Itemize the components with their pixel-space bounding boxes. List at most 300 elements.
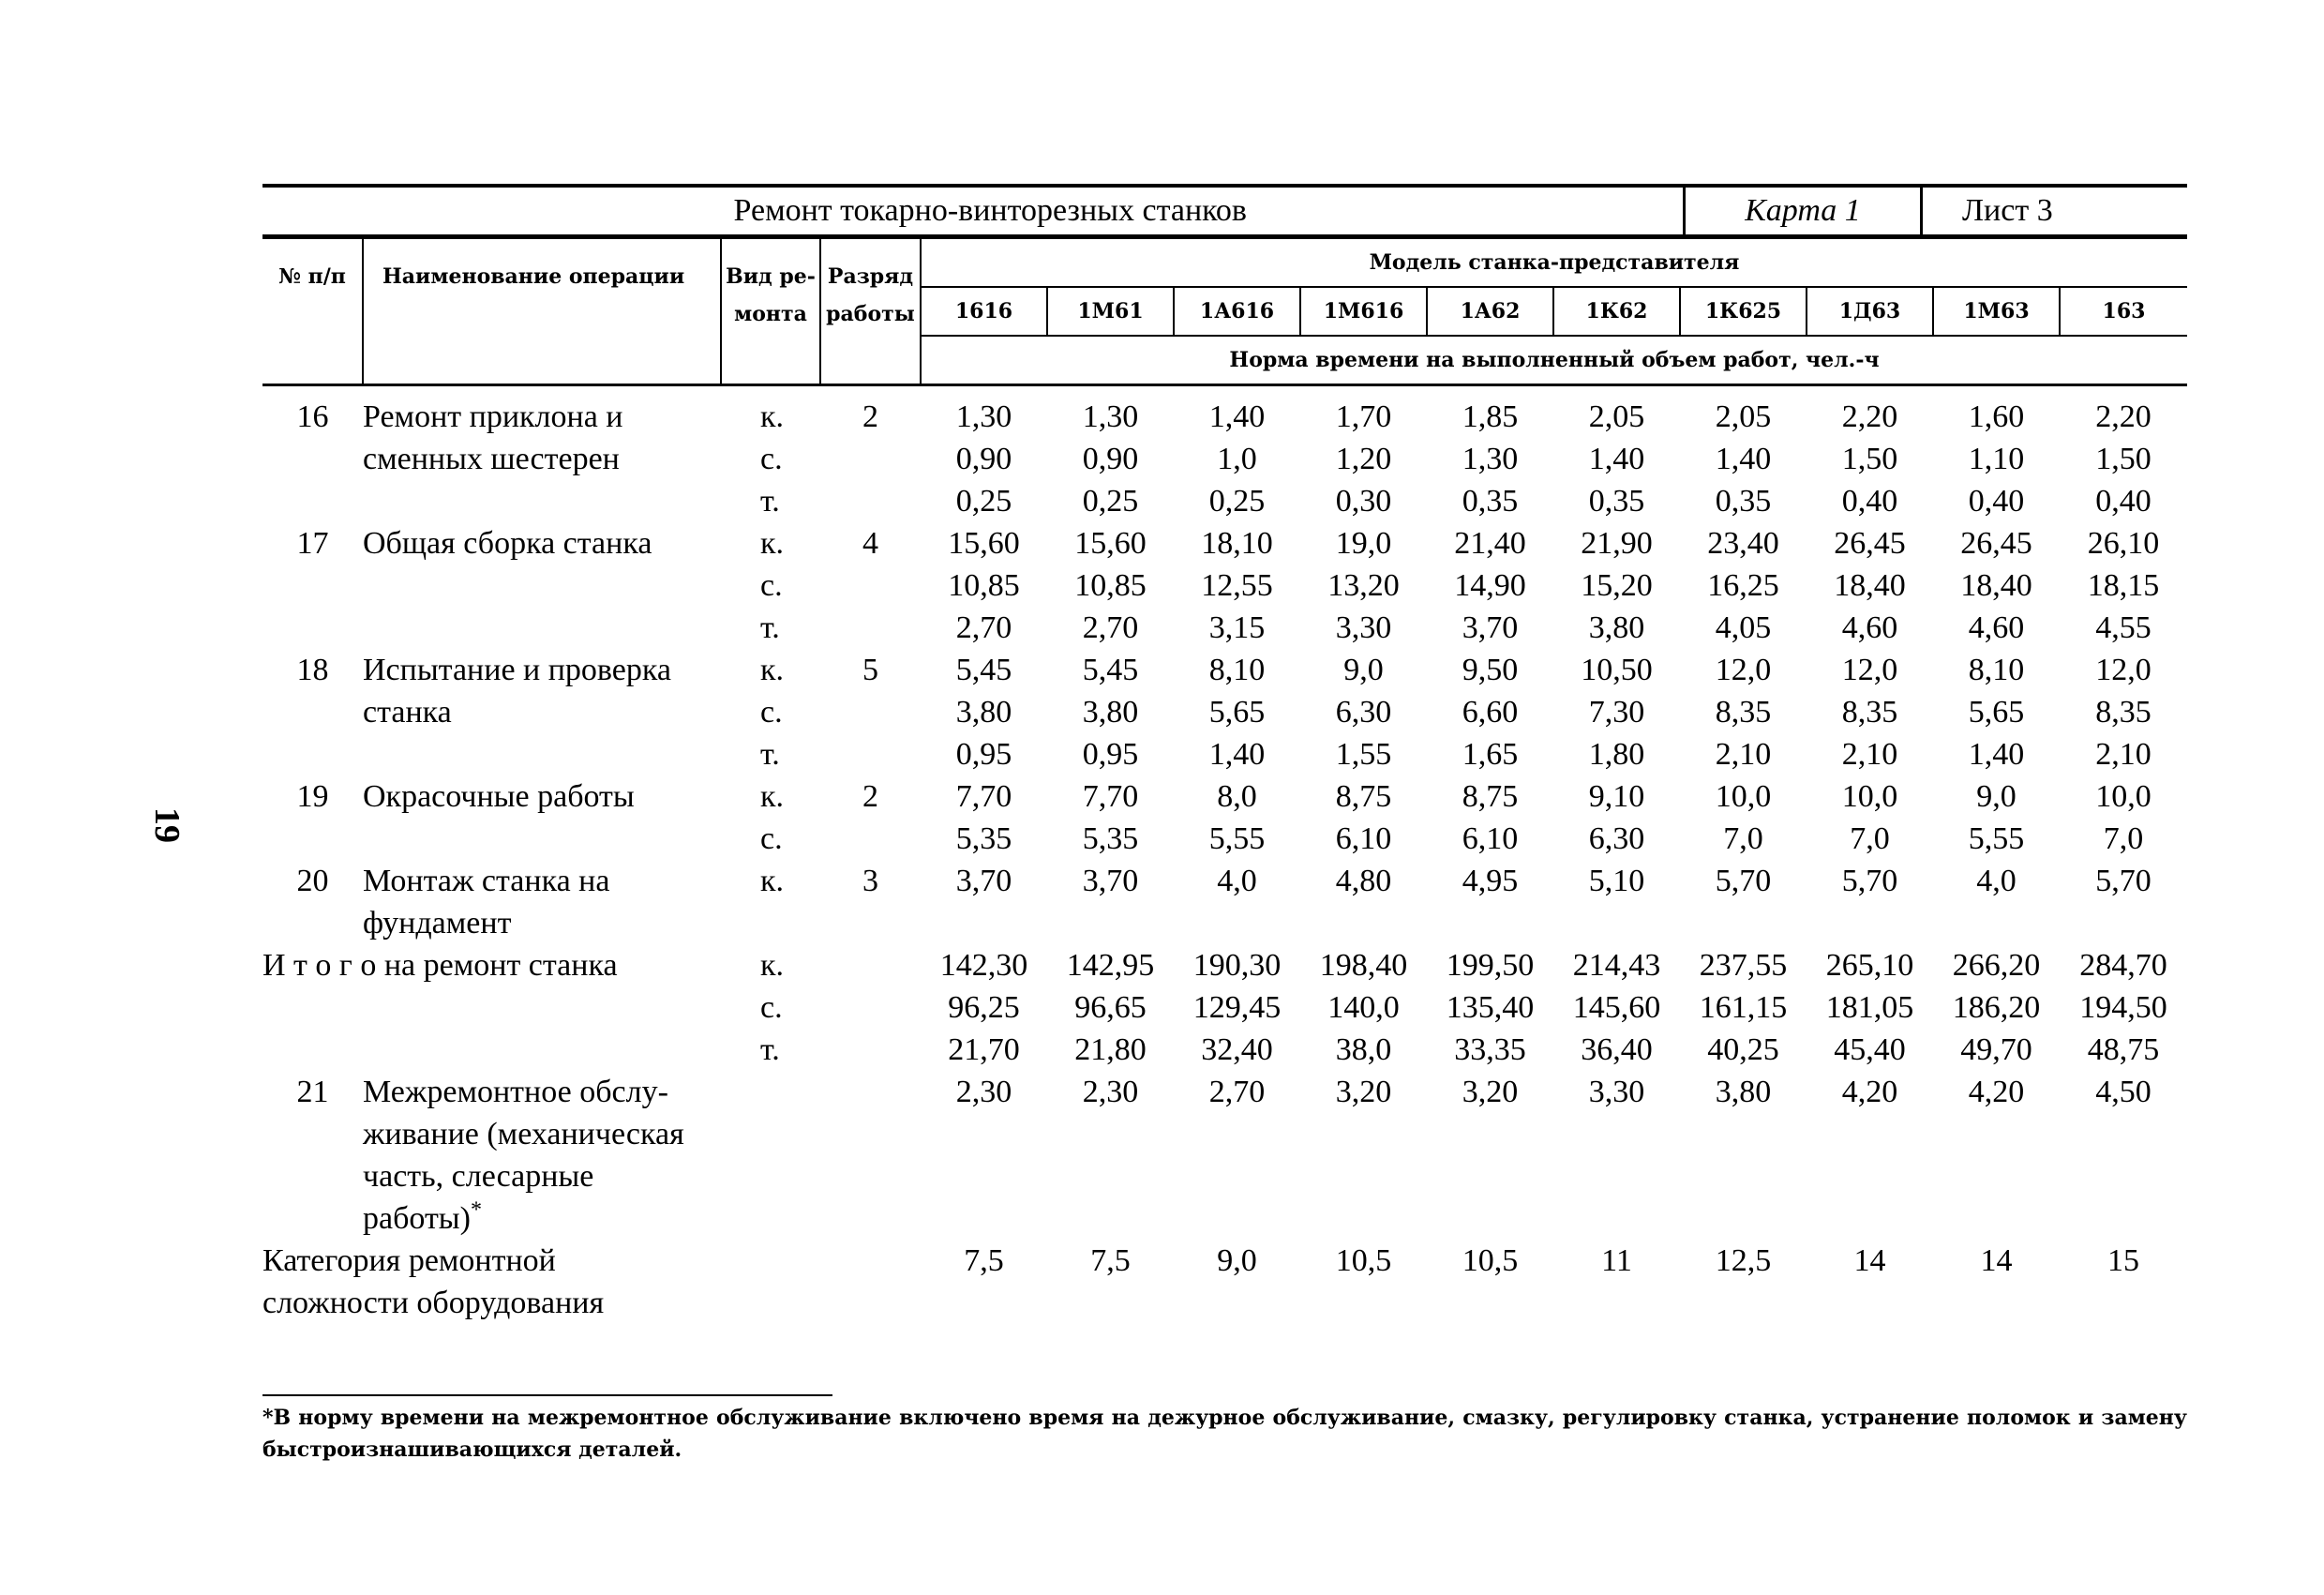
total-row (262, 1029, 2187, 1071)
value-cell: 10,5 (1462, 1243, 1519, 1278)
value-cell: 33,35 (1454, 1032, 1526, 1067)
repair-type (721, 902, 820, 944)
repair-type (721, 1282, 820, 1324)
value-cell: 214,43 (1572, 948, 1661, 983)
operation-name-line: Межремонтное обслу- (363, 1075, 668, 1109)
value-cell (1427, 1197, 1553, 1240)
value-cell: 237,55 (1699, 948, 1788, 983)
value-cell: 15 (2107, 1243, 2139, 1278)
value-cell: 3,80 (1715, 1075, 1772, 1109)
value-cell: 3,80 (1082, 695, 1139, 730)
work-grade (820, 818, 921, 860)
value-cell: 266,20 (1952, 948, 2041, 983)
table-row (262, 1071, 2187, 1113)
value-cell: 140,0 (1327, 990, 1400, 1025)
row-number: 18 (296, 653, 329, 687)
value-cell: 0,30 (1335, 484, 1392, 519)
value-cell: 8,35 (2095, 695, 2152, 730)
value-cell: 15,20 (1581, 568, 1653, 603)
value-cell: 14 (1980, 1243, 2013, 1278)
value-cell: 145,60 (1572, 990, 1661, 1025)
value-cell: 7,0 (2103, 821, 2144, 856)
operation-name: фундамент (363, 906, 512, 940)
value-cell: 2,20 (1841, 399, 1898, 434)
value-cell: 7,5 (1090, 1243, 1131, 1278)
value-cell (1553, 1197, 1680, 1240)
operation-name (363, 480, 721, 522)
value-cell: 5,35 (1082, 821, 1139, 856)
table-title: Ремонт токарно-винторезных станков (733, 193, 1247, 228)
value-cell: 8,35 (1841, 695, 1898, 730)
table-row (262, 733, 2187, 775)
value-cell: 3,80 (1588, 610, 1645, 645)
value-cell: 1,40 (1588, 442, 1645, 476)
value-cell: 49,70 (1960, 1032, 2032, 1067)
value-cell: 0,35 (1588, 484, 1645, 519)
value-cell (1933, 1282, 2060, 1324)
value-cell (1427, 1113, 1553, 1155)
value-cell: 8,75 (1335, 779, 1392, 814)
table-row (262, 649, 2187, 691)
value-cell (2060, 1197, 2187, 1240)
row-number (262, 1197, 363, 1240)
operation-name: Испытание и проверка (363, 653, 671, 687)
model-header: 1М63 (1933, 287, 2060, 336)
value-cell: 186,20 (1952, 990, 2041, 1025)
value-cell: 18,10 (1201, 526, 1273, 561)
repair-type: т. (760, 484, 780, 519)
value-cell: 21,70 (948, 1032, 1020, 1067)
work-grade (820, 1113, 921, 1155)
table-row (262, 1155, 2187, 1197)
value-cell: 8,10 (1968, 653, 2025, 687)
work-grade (820, 733, 921, 775)
value-cell: 161,15 (1699, 990, 1788, 1025)
repair-type (721, 1197, 820, 1240)
value-cell: 12,5 (1715, 1243, 1772, 1278)
table-row (262, 396, 2187, 438)
repair-type (721, 1071, 820, 1113)
value-cell (1680, 1113, 1807, 1155)
value-cell: 6,10 (1335, 821, 1392, 856)
value-cell: 5,70 (1841, 864, 1898, 898)
value-cell: 2,10 (1841, 737, 1898, 772)
value-cell: 36,40 (1581, 1032, 1653, 1067)
value-cell: 265,10 (1825, 948, 1914, 983)
value-cell: 21,80 (1074, 1032, 1147, 1067)
value-cell (1933, 1197, 2060, 1240)
repair-type: т. (760, 1032, 780, 1067)
value-cell (2060, 1282, 2187, 1324)
value-cell: 2,30 (1082, 1075, 1139, 1109)
value-cell (1933, 1113, 2060, 1155)
operation-name: станка (363, 695, 452, 730)
value-cell: 18,40 (1960, 568, 2032, 603)
empty-cell (262, 1029, 721, 1071)
table-row (262, 438, 2187, 480)
operation-name-line: часть, слесарные (363, 1159, 594, 1194)
document-sheet (262, 184, 2187, 1324)
row-number (262, 1113, 363, 1155)
value-cell: 4,60 (1841, 610, 1898, 645)
value-cell: 0,35 (1715, 484, 1772, 519)
empty-cell (262, 986, 721, 1029)
operation-name: Монтаж станка на (363, 864, 610, 898)
value-cell (1680, 1282, 1807, 1324)
table-row (262, 775, 2187, 818)
value-cell (2060, 902, 2187, 944)
category-label: Категория ремонтной (262, 1243, 556, 1278)
value-cell: 15,60 (948, 526, 1020, 561)
value-cell: 48,75 (2087, 1032, 2160, 1067)
model-group-header: Модель станка-представителя (921, 238, 2187, 287)
value-cell: 4,05 (1715, 610, 1772, 645)
model-header: 1А62 (1427, 287, 1553, 336)
value-cell (1680, 1155, 1807, 1197)
repair-type: т. (760, 610, 780, 645)
table-row (262, 691, 2187, 733)
work-grade (820, 691, 921, 733)
operation-name: сменных шестерен (363, 442, 620, 476)
value-cell (921, 1282, 1047, 1324)
value-cell: 8,35 (1715, 695, 1772, 730)
value-cell: 0,90 (1082, 442, 1139, 476)
value-cell: 5,70 (2095, 864, 2152, 898)
value-cell: 13,20 (1327, 568, 1400, 603)
value-cell: 9,0 (1217, 1243, 1257, 1278)
value-cell (1300, 1197, 1427, 1240)
work-grade (820, 1197, 921, 1240)
row-number (262, 607, 363, 649)
operation-name (363, 564, 721, 607)
model-header: 1М616 (1300, 287, 1427, 336)
table-row (262, 607, 2187, 649)
value-cell: 10,0 (1715, 779, 1772, 814)
work-grade: 2 (862, 399, 878, 434)
value-cell (1174, 1197, 1300, 1240)
repair-type: с. (760, 568, 783, 603)
value-cell (1047, 1155, 1174, 1197)
value-cell (1300, 1282, 1427, 1324)
work-grade (820, 564, 921, 607)
value-cell: 199,50 (1446, 948, 1535, 983)
value-cell: 0,25 (1208, 484, 1266, 519)
value-cell: 5,65 (1208, 695, 1266, 730)
value-cell: 142,30 (939, 948, 1028, 983)
operation-name (363, 1155, 721, 1197)
value-cell: 3,30 (1335, 610, 1392, 645)
value-cell: 3,70 (1082, 864, 1139, 898)
value-cell: 1,20 (1335, 442, 1392, 476)
value-cell: 96,25 (948, 990, 1020, 1025)
row-number: 17 (296, 526, 329, 561)
column-header-table (262, 237, 2187, 386)
value-cell (2060, 1113, 2187, 1155)
value-cell: 8,75 (1462, 779, 1519, 814)
repair-type: к. (760, 864, 785, 898)
value-cell: 5,35 (955, 821, 1012, 856)
value-cell: 10,0 (1841, 779, 1898, 814)
value-cell: 1,50 (1841, 442, 1898, 476)
work-grade (820, 1155, 921, 1197)
value-cell (1174, 1155, 1300, 1197)
value-cell: 284,70 (2079, 948, 2167, 983)
value-cell: 2,30 (955, 1075, 1012, 1109)
row-number: 21 (296, 1075, 329, 1109)
value-cell: 2,10 (1715, 737, 1772, 772)
category-row (262, 1282, 2187, 1324)
value-cell: 1,85 (1462, 399, 1519, 434)
value-cell: 1,40 (1208, 737, 1266, 772)
operation-name (363, 1197, 721, 1240)
value-cell: 1,40 (1715, 442, 1772, 476)
value-cell: 181,05 (1825, 990, 1914, 1025)
norms-table (262, 396, 2187, 1324)
work-grade (820, 1240, 921, 1282)
value-cell (1553, 1113, 1680, 1155)
column-repair-type-header: Вид ре- монта (721, 238, 820, 385)
value-cell: 23,40 (1707, 526, 1779, 561)
value-cell: 7,70 (955, 779, 1012, 814)
value-cell: 4,60 (1968, 610, 2025, 645)
value-cell: 14,90 (1454, 568, 1526, 603)
value-cell: 7,5 (964, 1243, 1004, 1278)
value-cell: 32,40 (1201, 1032, 1273, 1067)
work-grade (820, 902, 921, 944)
value-cell (1300, 902, 1427, 944)
value-cell: 15,60 (1074, 526, 1147, 561)
value-cell: 9,0 (1976, 779, 2017, 814)
model-header: 1М61 (1047, 287, 1174, 336)
repair-type: т. (760, 737, 780, 772)
value-cell: 194,50 (2079, 990, 2167, 1025)
value-cell: 2,20 (2095, 399, 2152, 434)
operation-name (363, 818, 721, 860)
value-cell: 4,95 (1462, 864, 1519, 898)
value-cell: 4,0 (1217, 864, 1257, 898)
operation-name (363, 733, 721, 775)
footnote-marker: * (470, 1197, 482, 1223)
value-cell (1933, 902, 2060, 944)
value-cell: 4,20 (1841, 1075, 1898, 1109)
work-grade: 3 (862, 864, 878, 898)
value-cell (2060, 1155, 2187, 1197)
operation-name: Общая сборка станка (363, 526, 652, 561)
value-cell: 0,95 (955, 737, 1012, 772)
row-number (262, 733, 363, 775)
value-cell: 8,10 (1208, 653, 1266, 687)
value-cell: 0,35 (1462, 484, 1519, 519)
value-cell: 3,80 (955, 695, 1012, 730)
value-cell: 10,5 (1335, 1243, 1392, 1278)
table-row (262, 902, 2187, 944)
value-cell: 2,70 (1082, 610, 1139, 645)
value-cell: 4,80 (1335, 864, 1392, 898)
value-cell (1300, 1155, 1427, 1197)
value-cell: 6,10 (1462, 821, 1519, 856)
value-cell: 45,40 (1834, 1032, 1906, 1067)
value-cell (1047, 902, 1174, 944)
value-cell (1680, 1197, 1807, 1240)
value-cell (1047, 1113, 1174, 1155)
value-cell: 7,70 (1082, 779, 1139, 814)
value-cell (1553, 902, 1680, 944)
value-cell: 1,80 (1588, 737, 1645, 772)
value-cell: 0,40 (2095, 484, 2152, 519)
value-cell: 5,10 (1588, 864, 1645, 898)
row-number: 20 (296, 864, 329, 898)
value-cell: 26,45 (1834, 526, 1906, 561)
value-cell: 7,0 (1723, 821, 1763, 856)
value-cell: 0,25 (955, 484, 1012, 519)
value-cell: 12,55 (1201, 568, 1273, 603)
value-cell: 26,10 (2087, 526, 2160, 561)
value-cell: 1,30 (1082, 399, 1139, 434)
value-cell: 1,60 (1968, 399, 2025, 434)
repair-type: с. (760, 821, 783, 856)
row-number (262, 818, 363, 860)
work-grade (820, 607, 921, 649)
value-cell: 2,05 (1588, 399, 1645, 434)
value-cell: 1,30 (955, 399, 1012, 434)
value-cell: 18,15 (2087, 568, 2160, 603)
value-cell: 5,45 (1082, 653, 1139, 687)
page-number: 19 (147, 807, 187, 843)
value-cell: 21,40 (1454, 526, 1526, 561)
category-row (262, 1240, 2187, 1282)
repair-type: к. (760, 653, 785, 687)
repair-type (721, 1240, 820, 1282)
value-cell: 3,30 (1588, 1075, 1645, 1109)
repair-type (721, 1155, 820, 1197)
value-cell: 12,0 (1841, 653, 1898, 687)
work-grade: 4 (862, 526, 878, 561)
value-cell: 38,0 (1335, 1032, 1392, 1067)
operation-name (363, 1113, 721, 1155)
value-cell: 6,60 (1462, 695, 1519, 730)
value-cell (1427, 1282, 1553, 1324)
norm-header: Норма времени на выполненный объем работ, чел.-ч (921, 336, 2187, 385)
table-row (262, 1113, 2187, 1155)
value-cell: 2,05 (1715, 399, 1772, 434)
value-cell: 5,55 (1208, 821, 1266, 856)
value-cell: 16,25 (1707, 568, 1779, 603)
repair-type: к. (760, 779, 785, 814)
value-cell: 8,0 (1217, 779, 1257, 814)
value-cell: 6,30 (1588, 821, 1645, 856)
row-number: 19 (296, 779, 329, 814)
value-cell (921, 1155, 1047, 1197)
operation-name-line: работы) (363, 1201, 471, 1236)
work-grade: 5 (862, 653, 878, 687)
value-cell: 9,0 (1343, 653, 1384, 687)
repair-type: с. (760, 442, 783, 476)
repair-type: к. (760, 399, 785, 434)
table-row (262, 860, 2187, 902)
value-cell (1427, 902, 1553, 944)
value-cell: 129,45 (1192, 990, 1282, 1025)
sheet-label: Лист 3 (1920, 188, 2187, 234)
value-cell (1807, 1282, 1933, 1324)
value-cell (1807, 1113, 1933, 1155)
value-cell: 0,40 (1968, 484, 2025, 519)
row-number (262, 564, 363, 607)
value-cell: 5,70 (1715, 864, 1772, 898)
row-number (262, 480, 363, 522)
table-row (262, 522, 2187, 564)
value-cell: 3,20 (1335, 1075, 1392, 1109)
table-row (262, 1197, 2187, 1240)
value-cell: 18,40 (1834, 568, 1906, 603)
column-number-header: № п/п (262, 238, 363, 385)
value-cell (921, 1197, 1047, 1240)
value-cell (1174, 1282, 1300, 1324)
row-number (262, 438, 363, 480)
repair-type: с. (760, 990, 783, 1025)
model-header: 1К62 (1553, 287, 1680, 336)
row-number: 16 (296, 399, 329, 434)
value-cell (1300, 1113, 1427, 1155)
card-label: Карта 1 (1683, 188, 1920, 234)
value-cell: 10,85 (948, 568, 1020, 603)
value-cell (1174, 1113, 1300, 1155)
value-cell: 4,0 (1976, 864, 2017, 898)
operation-name (363, 607, 721, 649)
value-cell (1174, 902, 1300, 944)
value-cell (1047, 1197, 1174, 1240)
value-cell: 3,70 (1462, 610, 1519, 645)
value-cell: 1,70 (1335, 399, 1392, 434)
value-cell: 190,30 (1192, 948, 1282, 983)
title-bar (262, 184, 2187, 237)
value-cell (1553, 1282, 1680, 1324)
value-cell: 12,0 (1715, 653, 1772, 687)
work-grade (820, 986, 921, 1029)
value-cell (1680, 902, 1807, 944)
value-cell: 4,55 (2095, 610, 2152, 645)
value-cell: 2,70 (955, 610, 1012, 645)
value-cell: 1,55 (1335, 737, 1392, 772)
repair-type: к. (760, 526, 785, 561)
value-cell: 12,0 (2095, 653, 2152, 687)
value-cell: 1,30 (1462, 442, 1519, 476)
value-cell: 0,40 (1841, 484, 1898, 519)
value-cell (1807, 1155, 1933, 1197)
model-header: 163 (2060, 287, 2187, 336)
value-cell: 1,50 (2095, 442, 2152, 476)
work-grade (820, 480, 921, 522)
value-cell: 19,0 (1335, 526, 1392, 561)
value-cell: 5,55 (1968, 821, 2025, 856)
value-cell: 10,50 (1581, 653, 1653, 687)
value-cell: 40,25 (1707, 1032, 1779, 1067)
value-cell: 3,15 (1208, 610, 1266, 645)
model-header: 1Д63 (1807, 287, 1933, 336)
footnote-rule (262, 1394, 832, 1396)
value-cell: 2,10 (2095, 737, 2152, 772)
value-cell: 9,10 (1588, 779, 1645, 814)
work-grade (820, 1282, 921, 1324)
value-cell: 7,0 (1850, 821, 1890, 856)
value-cell: 21,90 (1581, 526, 1653, 561)
value-cell: 4,20 (1968, 1075, 2025, 1109)
row-number (262, 902, 363, 944)
repair-type: с. (760, 695, 783, 730)
table-row (262, 564, 2187, 607)
value-cell: 1,65 (1462, 737, 1519, 772)
value-cell: 9,50 (1462, 653, 1519, 687)
value-cell (1427, 1155, 1553, 1197)
